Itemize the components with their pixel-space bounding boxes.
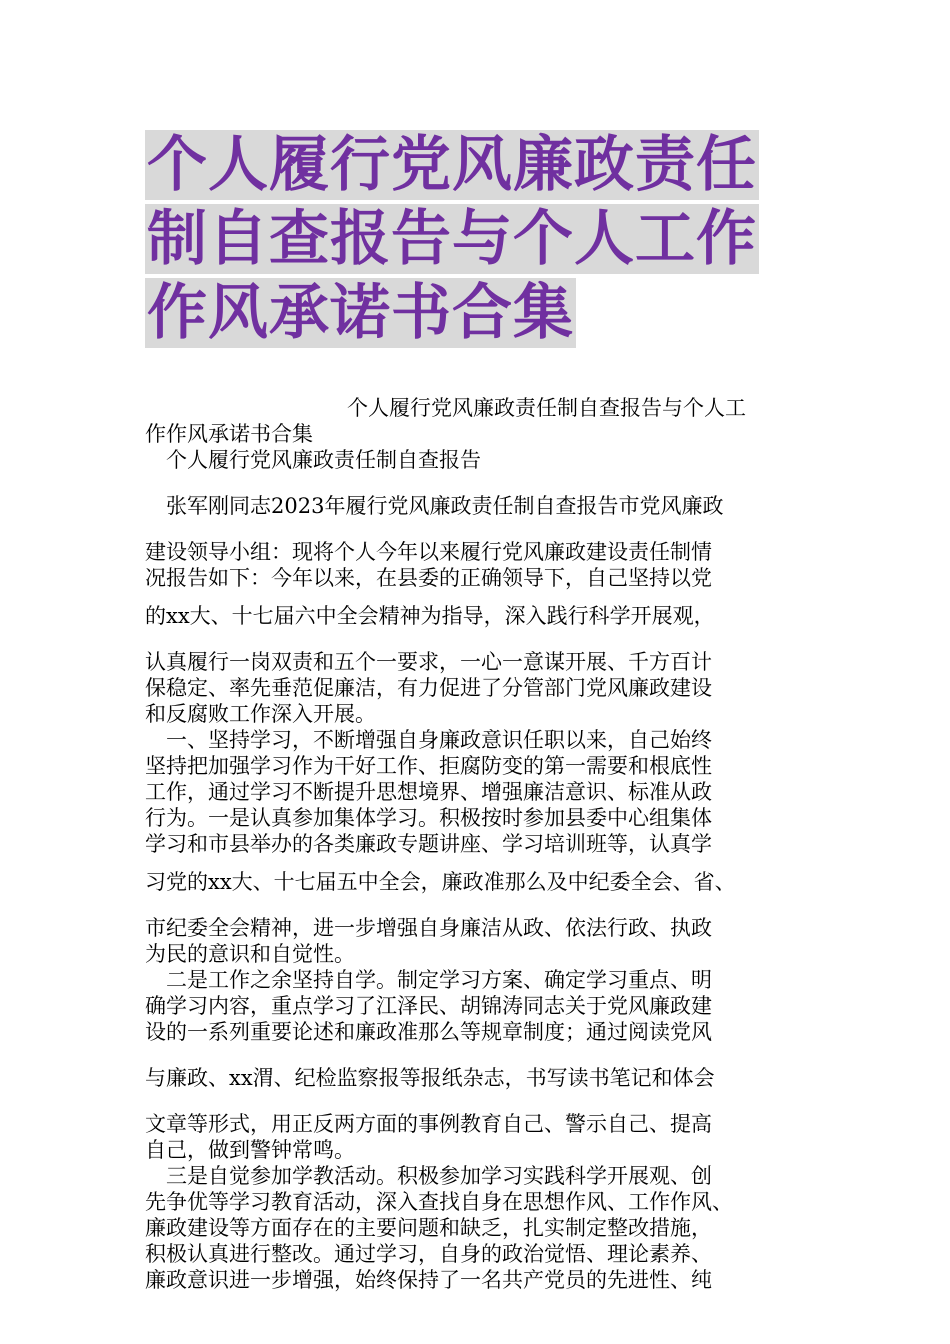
- paragraph-line: 自己，做到警钟常鸣。: [145, 1138, 355, 1162]
- paragraph-line: 三是自觉参加学教活动。积极参加学习实践科学开展观、创: [166, 1164, 712, 1188]
- paragraph-line: 廉政意识进一步增强，始终保持了一名共产党员的先进性、纯: [145, 1268, 712, 1292]
- document-body: [145, 395, 813, 1293]
- paragraph-line: 认真履行一岗双责和五个一要求，一心一意谋开展、千方百计: [145, 650, 712, 674]
- paragraph-line: 况报告如下：今年以来，在县委的正确领导下，自己坚持以党: [145, 566, 712, 590]
- paragraph-line: 的xx大、十七届六中全会精神为指导，深入践行科学开展观，: [145, 604, 715, 628]
- paragraph-line: 建设领导小组：现将个人今年以来履行党风廉政建设责任制情: [145, 540, 712, 564]
- subtitle-line: 个人履行党风廉政责任制自查报告与个人工: [347, 396, 746, 420]
- subtitle-line: 作作风承诺书合集: [145, 422, 313, 446]
- document-title: [145, 128, 815, 350]
- paragraph-line: 习党的xx大、十七届五中全会，廉政准那么及中纪委全会、省、: [145, 870, 736, 894]
- paragraph-line: 为民的意识和自觉性。: [145, 942, 355, 966]
- document-title-text: 个人履行党风廉政责任制自查报告与个人工作作风承诺书合集: [147, 130, 757, 348]
- paragraph-line: 先争优等学习教育活动，深入查找自身在思想作风、工作作风、: [145, 1190, 733, 1214]
- paragraph-line: 市纪委全会精神，进一步增强自身廉洁从政、依法行政、执政: [145, 916, 712, 940]
- paragraph-line: 设的一系列重要论述和廉政准那么等规章制度；通过阅读党风: [145, 1020, 712, 1044]
- paragraph-line: 文章等形式，用正反两方面的事例教育自己、警示自己、提高: [145, 1112, 712, 1136]
- paragraph-line: 学习和市县举办的各类廉政专题讲座、学习培训班等，认真学: [145, 832, 712, 856]
- paragraph-line: 一、坚持学习，不断增强自身廉政意识任职以来，自己始终: [166, 728, 712, 752]
- section-heading: 个人履行党风廉政责任制自查报告: [166, 448, 481, 472]
- paragraph-line: 张军刚同志2023年履行党风廉政责任制自查报告市党风廉政: [166, 494, 724, 518]
- paragraph-line: 积极认真进行整改。通过学习，自身的政治觉悟、理论素养、: [145, 1242, 712, 1266]
- paragraph-line: 二是工作之余坚持自学。制定学习方案、确定学习重点、明: [166, 968, 712, 992]
- paragraph-line: 工作，通过学习不断提升思想境界、增强廉洁意识、标准从政: [145, 780, 712, 804]
- paragraph-line: 与廉政、xx渭、纪检监察报等报纸杂志，书写读书笔记和体会: [145, 1066, 715, 1090]
- paragraph-line: 保稳定、率先垂范促廉洁，有力促进了分管部门党风廉政建设: [145, 676, 712, 700]
- paragraph-line: 确学习内容，重点学习了江泽民、胡锦涛同志关于党风廉政建: [145, 994, 712, 1018]
- paragraph-line: 廉政建设等方面存在的主要问题和缺乏，扎实制定整改措施，: [145, 1216, 712, 1240]
- paragraph-line: 和反腐败工作深入开展。: [145, 702, 376, 726]
- paragraph-line: 坚持把加强学习作为干好工作、拒腐防变的第一需要和根底性: [145, 754, 712, 778]
- paragraph-line: 行为。一是认真参加集体学习。积极按时参加县委中心组集体: [145, 806, 712, 830]
